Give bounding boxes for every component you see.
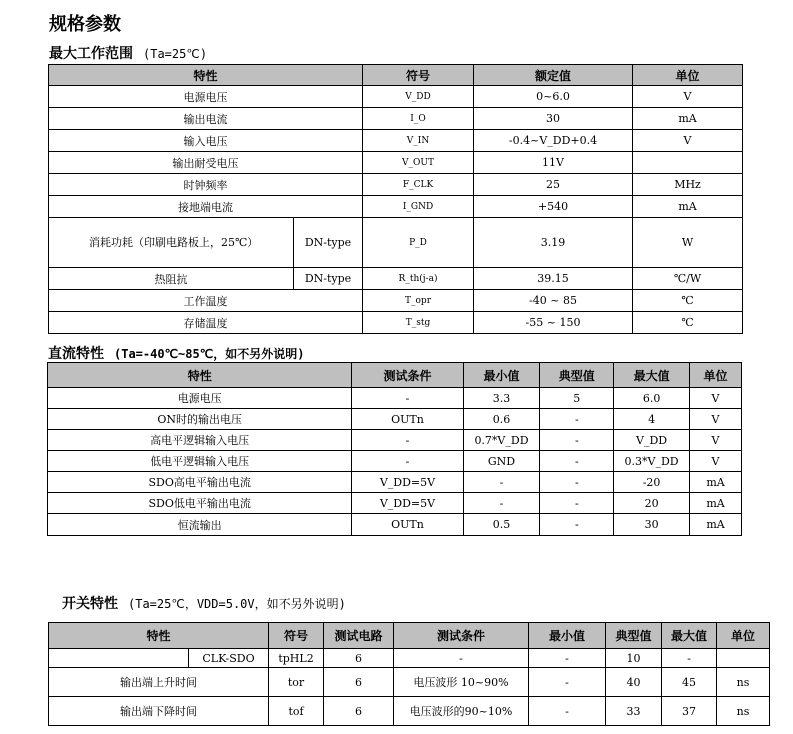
cell-unit: mA bbox=[633, 108, 743, 130]
header-max: 最大值 bbox=[614, 363, 690, 388]
cell-symbol: V_DD bbox=[363, 86, 474, 108]
table-row bbox=[48, 451, 742, 472]
cell-sub: CLK-SDO bbox=[189, 649, 269, 668]
header-unit: 单位 bbox=[717, 623, 770, 649]
cell-name bbox=[49, 649, 189, 668]
cell-value: 0~6.0 bbox=[474, 86, 633, 108]
cell-type: DN-type bbox=[294, 218, 363, 268]
cell-name: 存储温度 bbox=[49, 312, 363, 334]
cell-unit: V bbox=[690, 388, 742, 409]
cell-unit bbox=[633, 152, 743, 174]
cell-name: 接地端电流 bbox=[49, 196, 363, 218]
cell-typ: - bbox=[540, 493, 614, 514]
table-header-row bbox=[48, 363, 742, 388]
cell-typ: - bbox=[540, 472, 614, 493]
cell-unit: ns bbox=[717, 697, 770, 726]
cell-unit: mA bbox=[690, 514, 742, 536]
section2-title: 直流特性 bbox=[48, 346, 104, 362]
table-row bbox=[49, 130, 743, 152]
cell-min: - bbox=[463, 493, 540, 514]
cell-condition: - bbox=[394, 649, 529, 668]
cell-name: 恒流输出 bbox=[48, 514, 352, 536]
cell-value: 39.15 bbox=[474, 268, 633, 290]
header-test-condition: 测试条件 bbox=[352, 363, 463, 388]
cell-min: 0.5 bbox=[463, 514, 540, 536]
cell-unit: mA bbox=[633, 196, 743, 218]
cell-circuit: 6 bbox=[324, 649, 394, 668]
cell-name: 消耗功耗（印刷电路板上，25℃） bbox=[49, 218, 294, 268]
cell-circuit: 6 bbox=[324, 697, 394, 726]
page-title: 规格参数 bbox=[49, 14, 121, 35]
max-ratings-table bbox=[48, 64, 743, 334]
cell-unit: mA bbox=[690, 472, 742, 493]
cell-min: 0.6 bbox=[463, 409, 540, 430]
cell-max: 0.3*V_DD bbox=[614, 451, 690, 472]
table-row bbox=[49, 196, 743, 218]
cell-name: 电源电压 bbox=[49, 86, 363, 108]
table-row bbox=[48, 472, 742, 493]
cell-name: 工作温度 bbox=[49, 290, 363, 312]
cell-condition: - bbox=[352, 388, 463, 409]
cell-unit: V bbox=[633, 130, 743, 152]
cell-name: 输出耐受电压 bbox=[49, 152, 363, 174]
header-typ: 典型值 bbox=[606, 623, 662, 649]
cell-unit: V bbox=[690, 430, 742, 451]
cell-symbol: tor bbox=[269, 668, 324, 697]
cell-max: -20 bbox=[614, 472, 690, 493]
cell-symbol: tpHL2 bbox=[269, 649, 324, 668]
dc-characteristics-table bbox=[47, 362, 742, 536]
cell-type: DN-type bbox=[294, 268, 363, 290]
header-max: 最大值 bbox=[662, 623, 717, 649]
cell-max: - bbox=[662, 649, 717, 668]
cell-typ: - bbox=[540, 409, 614, 430]
section1-condition: (Ta=25℃) bbox=[143, 47, 208, 61]
cell-name: 电源电压 bbox=[48, 388, 352, 409]
cell-condition: V_DD=5V bbox=[352, 493, 463, 514]
table-row bbox=[49, 108, 743, 130]
table-row bbox=[49, 668, 770, 697]
header-rated-value: 额定值 bbox=[474, 65, 633, 86]
section3-heading bbox=[62, 593, 346, 613]
cell-name: 时钟频率 bbox=[49, 174, 363, 196]
cell-min: - bbox=[529, 668, 606, 697]
header-min: 最小值 bbox=[529, 623, 606, 649]
cell-unit: W bbox=[633, 218, 743, 268]
cell-unit: ℃ bbox=[633, 312, 743, 334]
cell-max: 45 bbox=[662, 668, 717, 697]
table-row bbox=[48, 493, 742, 514]
header-test-condition: 测试条件 bbox=[394, 623, 529, 649]
header-characteristic: 特性 bbox=[49, 65, 363, 86]
cell-symbol: I_O bbox=[363, 108, 474, 130]
cell-value: 11V bbox=[474, 152, 633, 174]
section3-condition: (Ta=25℃，VDD=5.0V，如不另外说明) bbox=[128, 597, 346, 611]
cell-name: 低电平逻辑输入电压 bbox=[48, 451, 352, 472]
table-row bbox=[49, 312, 743, 334]
cell-typ: - bbox=[540, 514, 614, 536]
table-row bbox=[49, 697, 770, 726]
switching-characteristics-table bbox=[48, 622, 770, 726]
cell-symbol: V_IN bbox=[363, 130, 474, 152]
cell-max: 6.0 bbox=[614, 388, 690, 409]
cell-unit: V bbox=[690, 451, 742, 472]
cell-unit: MHz bbox=[633, 174, 743, 196]
cell-name: SDO低电平输出电流 bbox=[48, 493, 352, 514]
cell-name: 高电平逻辑输入电压 bbox=[48, 430, 352, 451]
cell-condition: - bbox=[352, 451, 463, 472]
section2-condition: (Ta=-40℃~85℃，如不另外说明) bbox=[114, 347, 305, 361]
cell-unit: ns bbox=[717, 668, 770, 697]
cell-symbol: V_OUT bbox=[363, 152, 474, 174]
cell-symbol: P_D bbox=[363, 218, 474, 268]
cell-name: 输出端下降时间 bbox=[49, 697, 269, 726]
header-test-circuit: 测试电路 bbox=[324, 623, 394, 649]
cell-typ: 40 bbox=[606, 668, 662, 697]
table-row bbox=[49, 174, 743, 196]
cell-min: - bbox=[529, 697, 606, 726]
cell-typ: - bbox=[540, 430, 614, 451]
cell-value: 3.19 bbox=[474, 218, 633, 268]
section3-title: 开关特性 bbox=[62, 596, 118, 612]
cell-unit: V bbox=[690, 409, 742, 430]
cell-unit: V bbox=[633, 86, 743, 108]
cell-value: +540 bbox=[474, 196, 633, 218]
cell-name: SDO高电平输出电流 bbox=[48, 472, 352, 493]
table-header-row bbox=[49, 65, 743, 86]
cell-max: V_DD bbox=[614, 430, 690, 451]
section1-heading bbox=[49, 43, 207, 63]
cell-value: -55 ~ 150 bbox=[474, 312, 633, 334]
header-symbol: 符号 bbox=[269, 623, 324, 649]
cell-max: 37 bbox=[662, 697, 717, 726]
cell-condition: 电压波形 10~90% bbox=[394, 668, 529, 697]
cell-value: 30 bbox=[474, 108, 633, 130]
cell-name: 输入电压 bbox=[49, 130, 363, 152]
cell-max: 20 bbox=[614, 493, 690, 514]
header-symbol: 符号 bbox=[363, 65, 474, 86]
table-row bbox=[49, 86, 743, 108]
cell-symbol: T_stg bbox=[363, 312, 474, 334]
cell-circuit: 6 bbox=[324, 668, 394, 697]
cell-symbol: tof bbox=[269, 697, 324, 726]
cell-min: 3.3 bbox=[463, 388, 540, 409]
table-header-row bbox=[49, 623, 770, 649]
header-unit: 单位 bbox=[633, 65, 743, 86]
table-row bbox=[49, 218, 743, 268]
cell-max: 30 bbox=[614, 514, 690, 536]
section2-heading bbox=[48, 343, 304, 363]
cell-typ: - bbox=[540, 451, 614, 472]
cell-typ: 10 bbox=[606, 649, 662, 668]
cell-condition: 电压波形的90~10% bbox=[394, 697, 529, 726]
cell-symbol: T_opr bbox=[363, 290, 474, 312]
cell-typ: 33 bbox=[606, 697, 662, 726]
cell-name: ON时的输出电压 bbox=[48, 409, 352, 430]
cell-name: 热阻抗 bbox=[49, 268, 294, 290]
cell-unit: ℃ bbox=[633, 290, 743, 312]
cell-min: GND bbox=[463, 451, 540, 472]
table-row bbox=[49, 152, 743, 174]
cell-name: 输出电流 bbox=[49, 108, 363, 130]
header-characteristic: 特性 bbox=[48, 363, 352, 388]
cell-min: 0.7*V_DD bbox=[463, 430, 540, 451]
cell-value: 25 bbox=[474, 174, 633, 196]
cell-symbol: F_CLK bbox=[363, 174, 474, 196]
table-row bbox=[49, 649, 770, 668]
cell-condition: - bbox=[352, 430, 463, 451]
cell-symbol: R_th(j-a) bbox=[363, 268, 474, 290]
cell-name: 输出端上升时间 bbox=[49, 668, 269, 697]
cell-unit bbox=[717, 649, 770, 668]
table-row bbox=[49, 268, 743, 290]
cell-typ: 5 bbox=[540, 388, 614, 409]
table-row bbox=[48, 388, 742, 409]
table-row bbox=[48, 409, 742, 430]
header-min: 最小值 bbox=[463, 363, 540, 388]
cell-condition: OUTn bbox=[352, 409, 463, 430]
section1-title: 最大工作范围 bbox=[49, 46, 133, 62]
cell-symbol: I_GND bbox=[363, 196, 474, 218]
table-row bbox=[49, 290, 743, 312]
cell-value: -0.4~V_DD+0.4 bbox=[474, 130, 633, 152]
cell-max: 4 bbox=[614, 409, 690, 430]
header-unit: 单位 bbox=[690, 363, 742, 388]
cell-unit: mA bbox=[690, 493, 742, 514]
cell-min: - bbox=[529, 649, 606, 668]
cell-condition: OUTn bbox=[352, 514, 463, 536]
header-typ: 典型值 bbox=[540, 363, 614, 388]
cell-min: - bbox=[463, 472, 540, 493]
cell-unit: ℃/W bbox=[633, 268, 743, 290]
cell-condition: V_DD=5V bbox=[352, 472, 463, 493]
table-row bbox=[48, 430, 742, 451]
header-characteristic: 特性 bbox=[49, 623, 269, 649]
cell-value: -40 ~ 85 bbox=[474, 290, 633, 312]
table-row bbox=[48, 514, 742, 536]
